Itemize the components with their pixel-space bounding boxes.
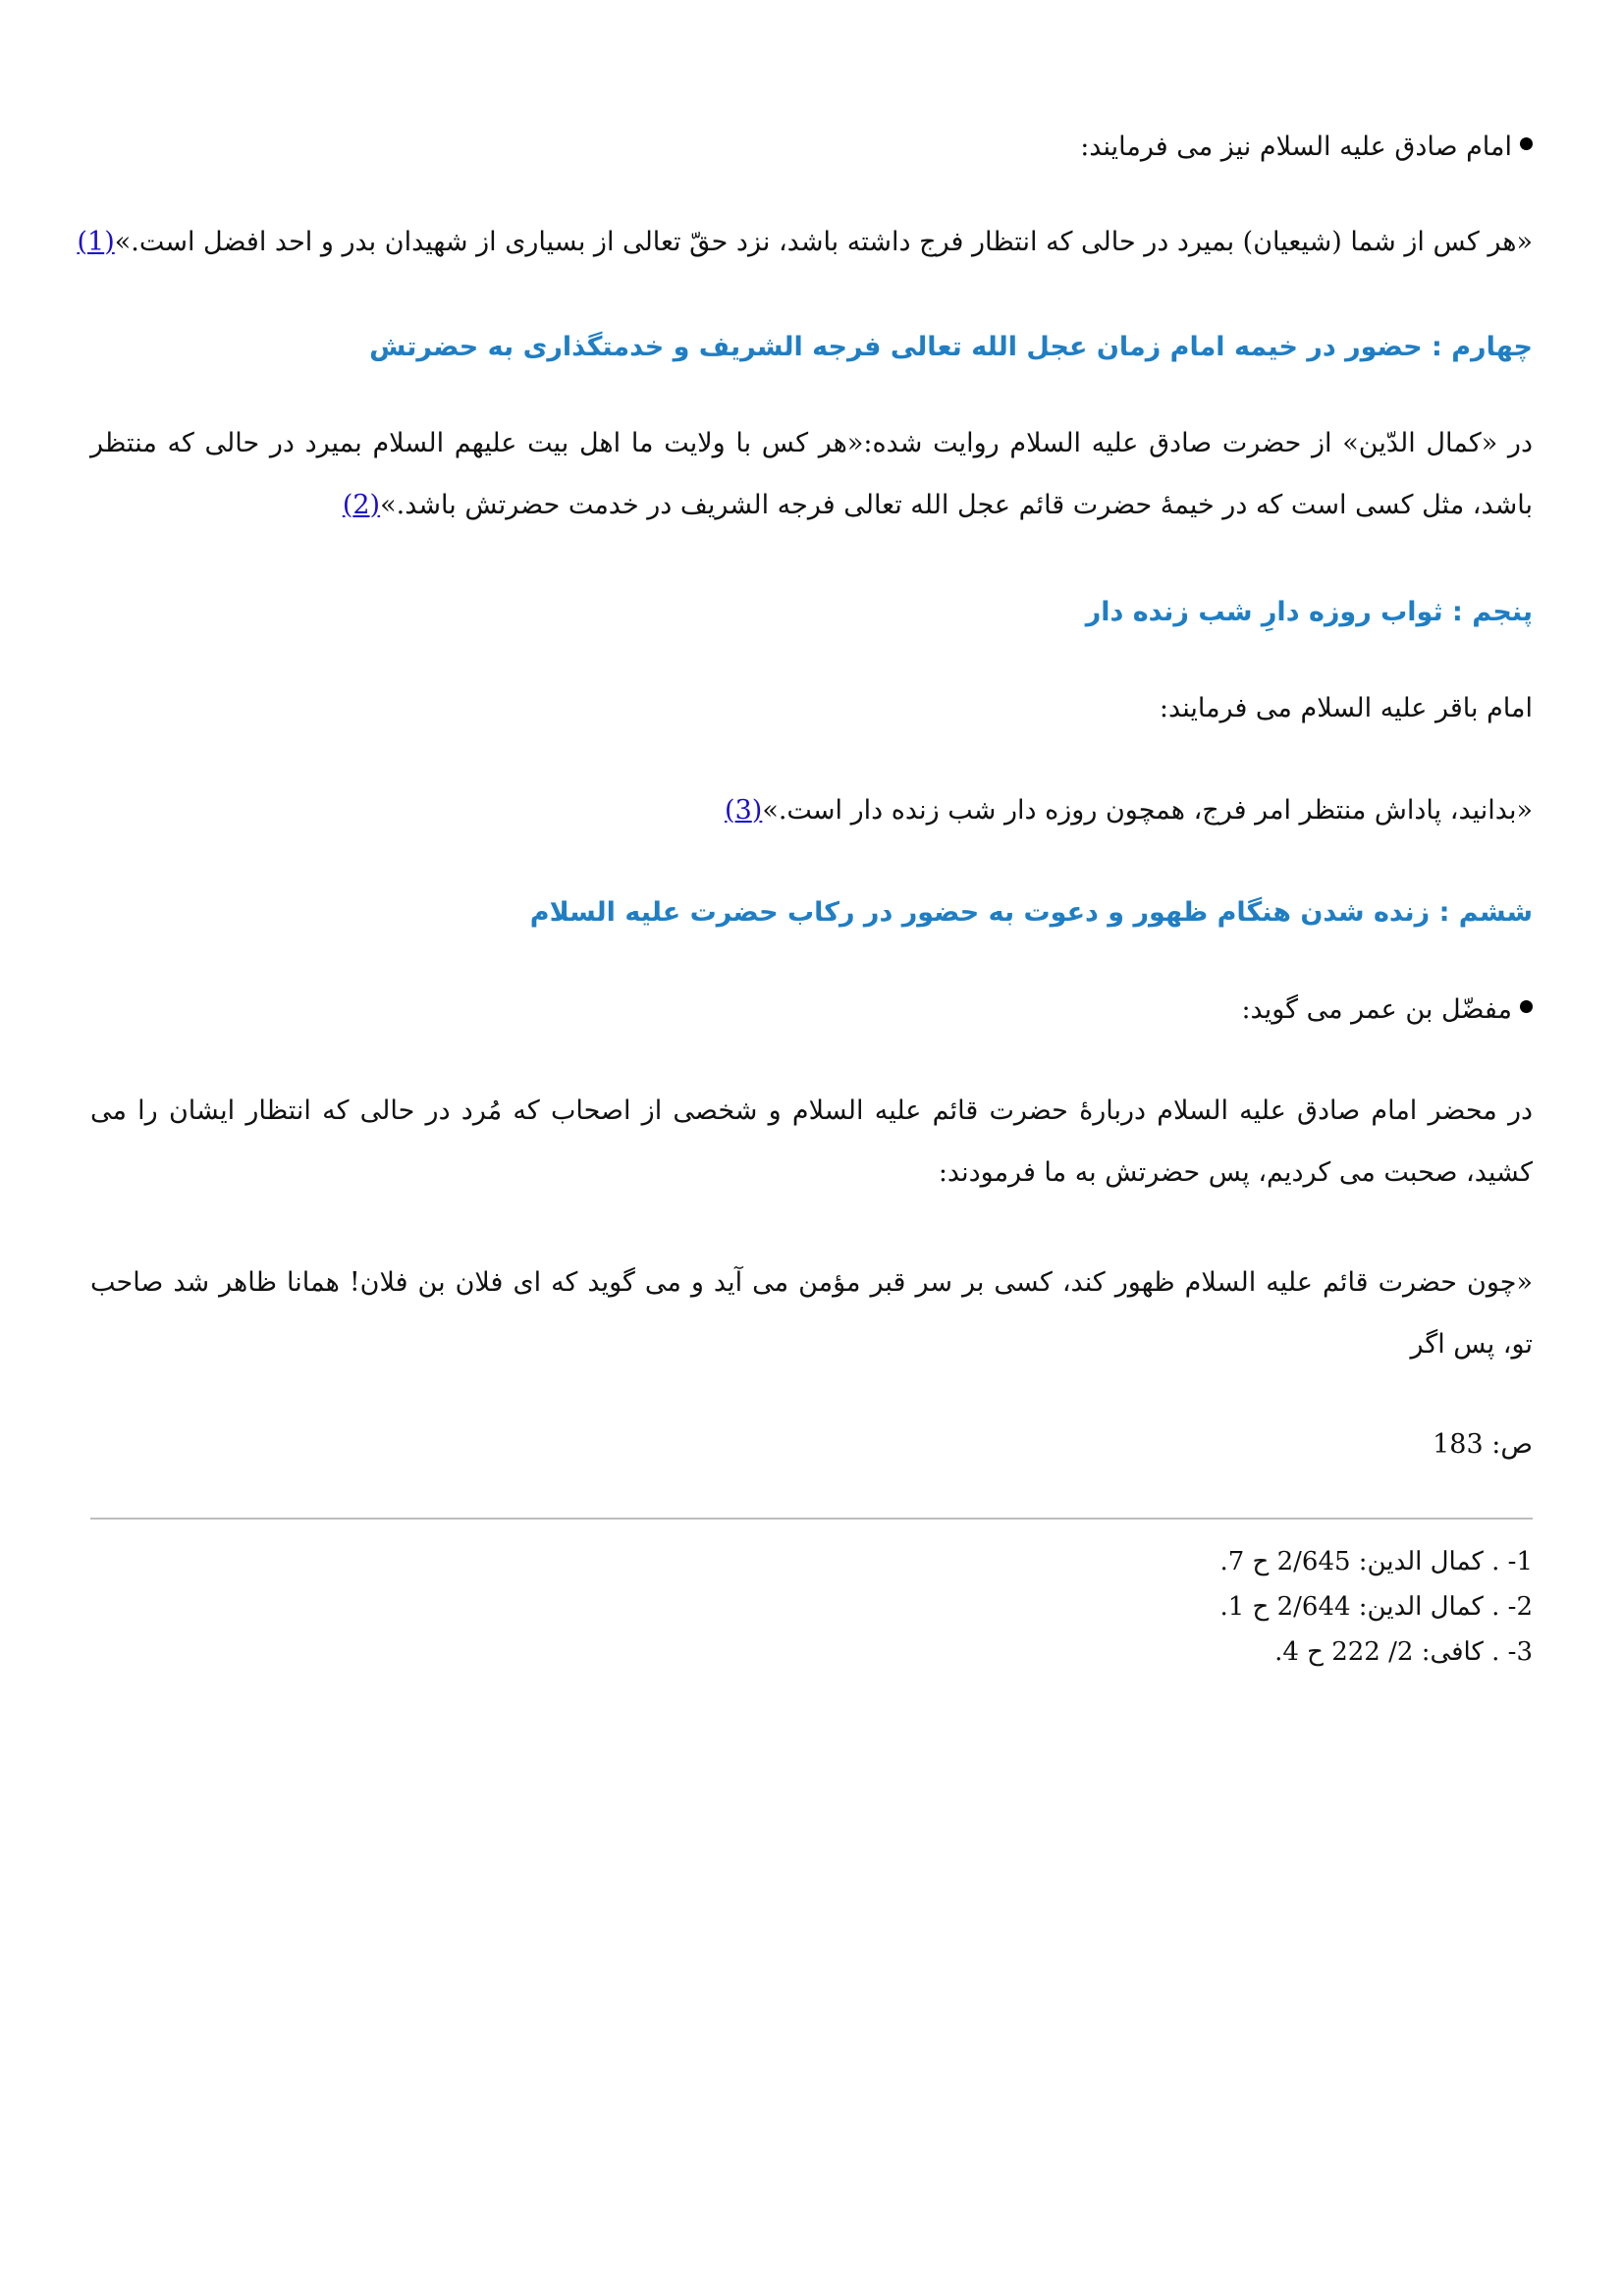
paragraph-7 — [90, 1080, 1533, 1203]
paragraph-2-text: «هر کس از شما (شیعیان) بمیرد در حالی که انتظار فرج داشته باشد، نزد حقّ تعالی از بسیاری از شهیدان بدر و احد افضل است.» — [114, 227, 1533, 257]
footnotes-list — [90, 1539, 1533, 1675]
paragraph-6-text: مفضّل بن عمر می گوید: — [1241, 994, 1512, 1025]
footnote-1: 1- . کمال الدین: 2/645 ح 7. — [1219, 1547, 1533, 1576]
page-number-text: ص: 183 — [1433, 1429, 1533, 1460]
paragraph-5 — [90, 779, 1533, 841]
paragraph-8 — [90, 1252, 1533, 1375]
footnote-divider — [90, 1518, 1533, 1520]
bullet-icon — [1520, 1000, 1533, 1013]
heading-section-4 — [90, 328, 1533, 367]
paragraph-4-text: امام باقر علیه السلام می فرمایند: — [1159, 693, 1533, 723]
heading-6-text: ششم : زنده شدن هنگام ظهور و دعوت به حضور در رکاب حضرت علیه السلام — [529, 897, 1533, 928]
heading-5-text: پنجم : ثواب روزه دارِ شب زنده دار — [1085, 597, 1533, 627]
page-number — [90, 1414, 1533, 1475]
paragraph-5-text: «بدانید، پاداش منتظر امر فرج، همچون روزه دار شب زنده دار است.» — [762, 795, 1533, 826]
heading-section-6 — [90, 893, 1533, 933]
paragraph-7-text: در محضر امام صادق علیه السلام دربارۀ حضرت قائم علیه السلام و شخصی از اصحاب که مُرد در حالی که انتظار ایشان را می کشید، صحبت می کردیم، پس حضرتش به ما فرمودند: — [90, 1095, 1533, 1188]
footnote-ref-2[interactable]: (2) — [342, 490, 381, 520]
paragraph-1-text: امام صادق علیه السلام نیز می فرمایند: — [1080, 132, 1512, 162]
heading-4-text: چهارم : حضور در خیمه امام زمان عجل الله تعالی فرجه الشریف و خدمتگذاری به حضرتش — [369, 332, 1533, 362]
paragraph-3 — [90, 412, 1533, 536]
footnote-ref-1[interactable]: (1) — [77, 227, 115, 257]
heading-section-5 — [90, 593, 1533, 632]
footnote-2: 2- . کمال الدین: 2/644 ح 1. — [1219, 1592, 1533, 1622]
footnote-3: 3- . کافی: 2/ 222 ح 4. — [1274, 1637, 1533, 1667]
footnote-ref-3[interactable]: (3) — [725, 795, 763, 826]
document-page — [77, 0, 1533, 2296]
paragraph-4 — [90, 677, 1533, 739]
paragraph-3-text: در «کمال الدّین» از حضرت صادق علیه السلام روایت شده:«هر کس با ولایت ما اهل بیت علیهم السلام بمیرد در حالی که منتظر باشد، مثل کسی است که در خیمۀ حضرت قائم عجل الله تعالی فرجه الشریف در خدمت حضرتش باشد.» — [90, 428, 1533, 520]
bullet-icon — [1520, 137, 1533, 150]
paragraph-6 — [90, 979, 1533, 1041]
paragraph-8-text: «چون حضرت قائم علیه السلام ظهور کند، کسی بر سر قبر مؤمن می آید و می گوید که ای فلان بن فلان! همانا ظاهر شد صاحب تو، پس اگر — [90, 1267, 1533, 1360]
paragraph-1 — [90, 116, 1533, 178]
paragraph-2 — [77, 211, 1533, 273]
